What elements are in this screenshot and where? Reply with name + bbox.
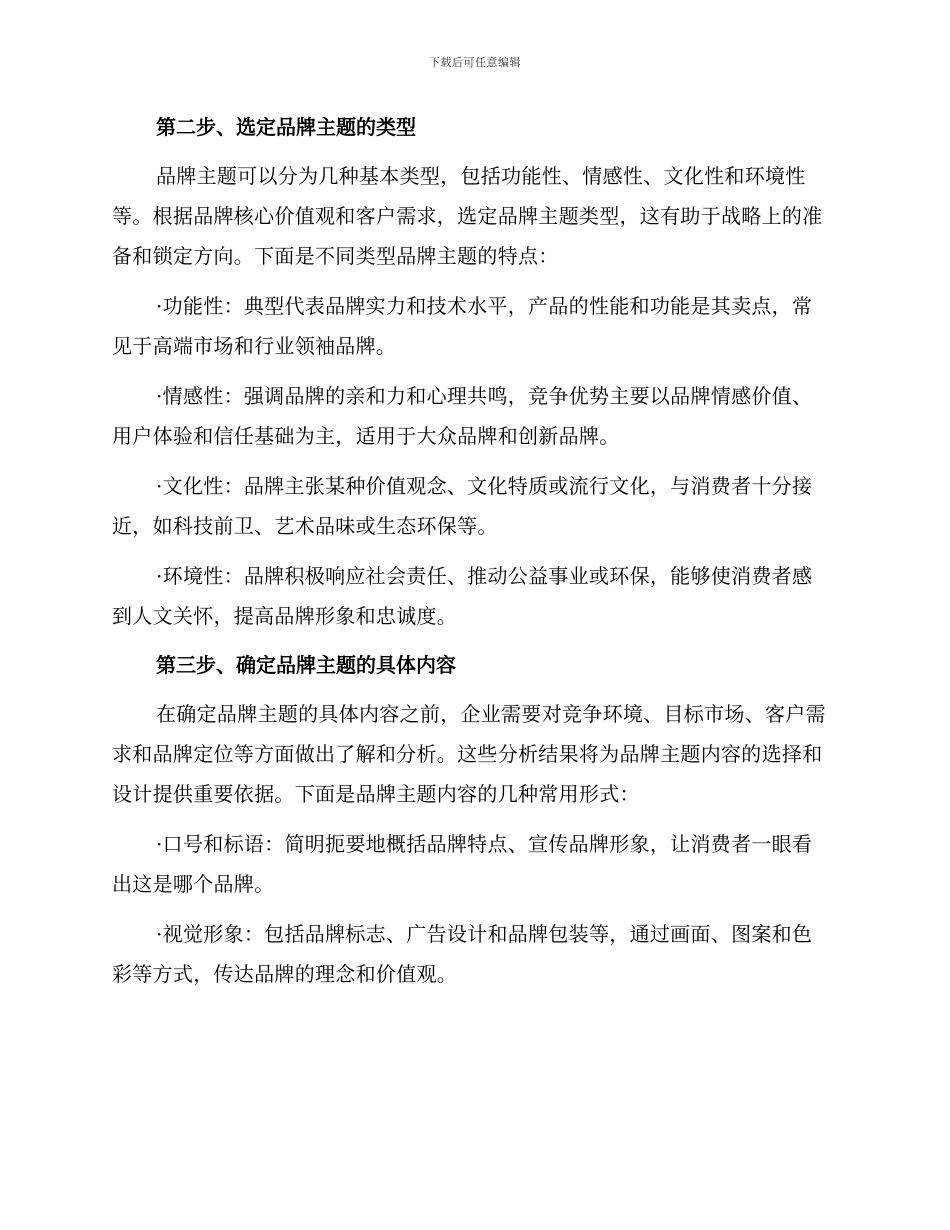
bullet-text: 环境性：品牌积极响应社会责任、推动公益事业或环保，能够使消费者感到人文关怀，提高品牌形象和忠诚度。 — [112, 564, 813, 628]
bullet-mark: · — [156, 832, 163, 856]
document-body — [112, 108, 832, 1004]
bullet-text: 功能性：典型代表品牌实力和技术水平，产品的性能和功能是其卖点，常见于高端市场和行业领袖品牌。 — [112, 294, 813, 358]
bullet-item — [112, 914, 832, 994]
bullet-text: 情感性：强调品牌的亲和力和心理共鸣，竞争优势主要以品牌情感价值、用户体验和信任基础为主，适用于大众品牌和创新品牌。 — [112, 384, 813, 448]
bullet-mark: · — [156, 564, 163, 588]
bullet-text: 文化性：品牌主张某种价值观念、文化特质或流行文化，与消费者十分接近，如科技前卫、艺术品味或生态环保等。 — [112, 474, 813, 538]
bullet-item — [112, 466, 832, 546]
bullet-item — [112, 824, 832, 904]
bullet-mark: · — [156, 474, 163, 498]
bullet-text: 口号和标语：简明扼要地概括品牌特点、宣传品牌形象，让消费者一眼看出这是哪个品牌。 — [112, 832, 813, 896]
section-intro-step-two: 品牌主题可以分为几种基本类型，包括功能性、情感性、文化性和环境性等。根据品牌核心价值观和客户需求，选定品牌主题类型，这有助于战略上的准备和锁定方向。下面是不同类型品牌主题的特点： — [112, 164, 823, 268]
bullet-item — [112, 286, 832, 366]
section-intro-step-three: 在确定品牌主题的具体内容之前，企业需要对竞争环境、目标市场、客户需求和品牌定位等方面做出了解和分析。这些分析结果将为品牌主题内容的选择和设计提供重要依据。下面是品牌主题内容的几种常用形式： — [112, 702, 826, 806]
bullet-mark: · — [156, 922, 163, 946]
bullet-mark: · — [156, 294, 163, 318]
bullet-mark: · — [156, 384, 163, 408]
section-heading-step-two: 第二步、选定品牌主题的类型 — [156, 115, 416, 139]
page-header: 下载后可任意编辑 — [429, 56, 521, 69]
bullet-item — [112, 376, 832, 456]
bullet-item — [112, 556, 832, 636]
bullet-text: 视觉形象：包括品牌标志、广告设计和品牌包装等，通过画面、图案和色彩等方式，传达品牌的理念和价值观。 — [112, 922, 813, 986]
section-heading-step-three: 第三步、确定品牌主题的具体内容 — [156, 653, 456, 677]
